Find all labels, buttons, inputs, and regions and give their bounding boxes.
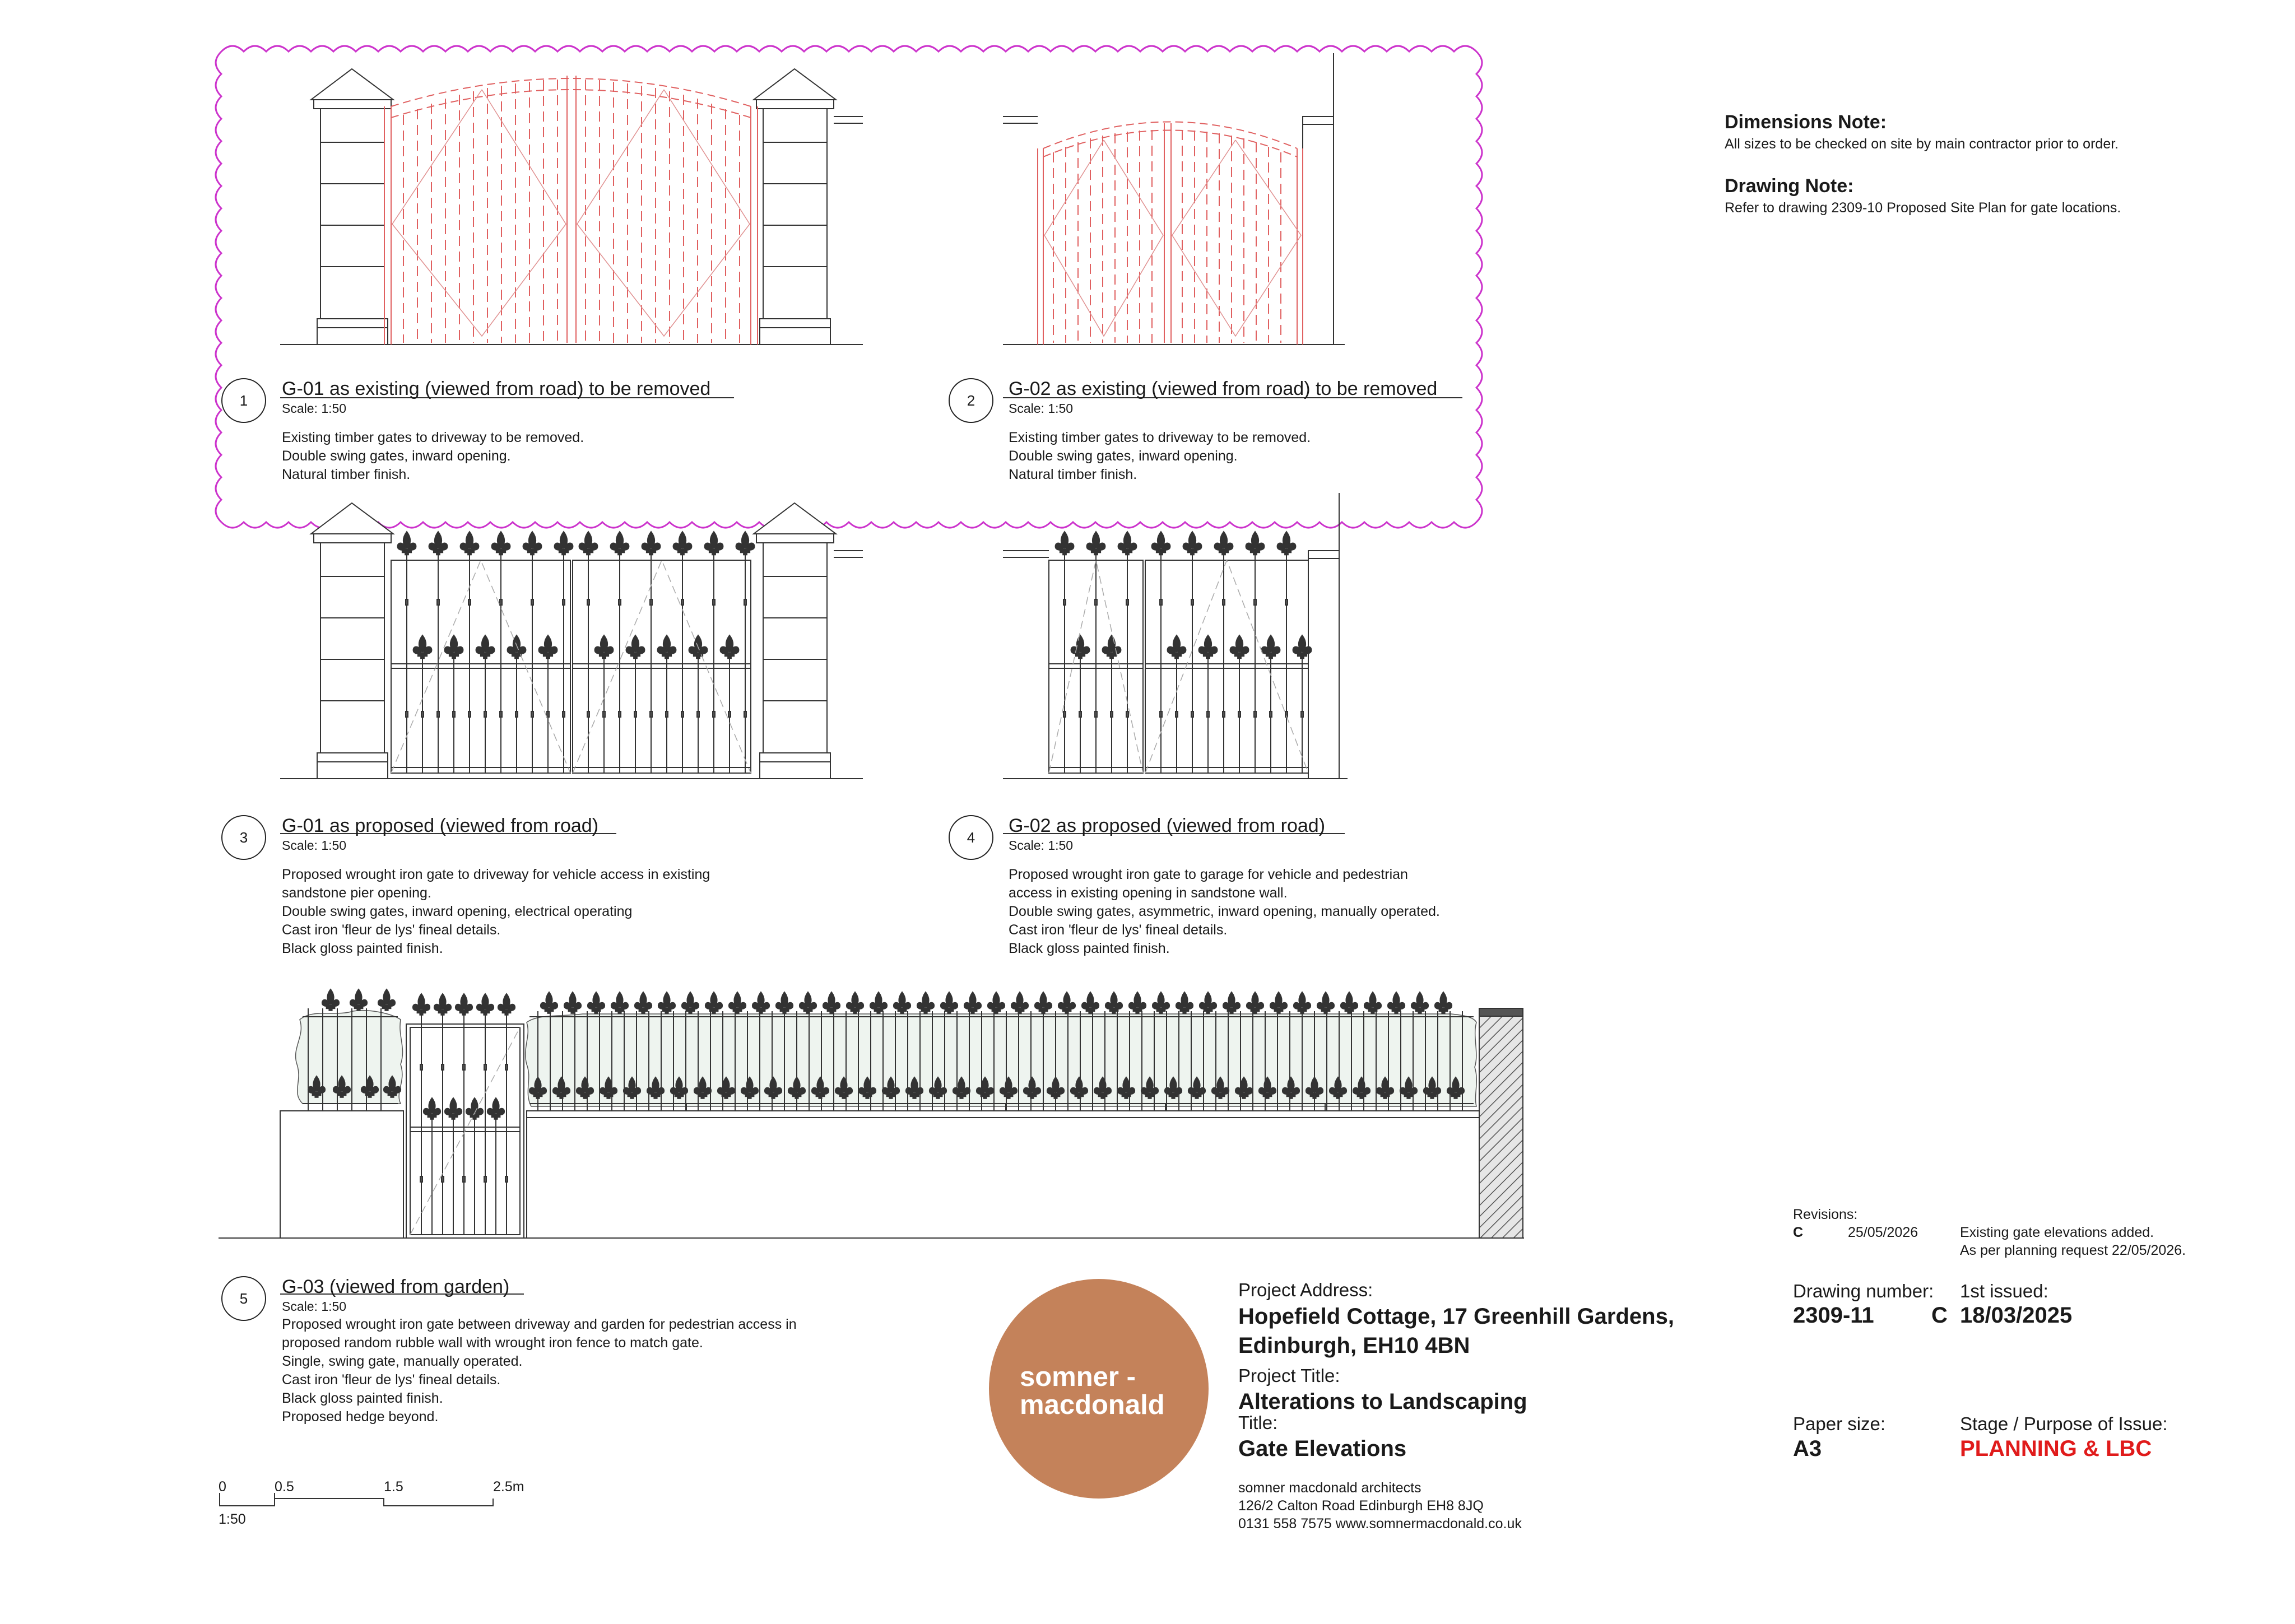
view3-iron-gates [391,532,754,773]
view-title-1: G-01 as existing (viewed from road) to be removed [282,378,711,399]
view-number-5: 5 [221,1276,266,1321]
view-title-3: G-01 as proposed (viewed from road) [282,815,599,836]
view-scale-1: Scale: 1:50 [282,401,347,416]
drawing-title-label: Title: [1238,1412,1278,1433]
logo-line1: somner - [1020,1362,1136,1392]
view-title-4: G-02 as proposed (viewed from road) [1009,815,1326,836]
view4-walls [1003,493,1348,779]
view2-walls [1003,53,1345,345]
scale-label-0: 0 [219,1479,226,1495]
view-scale-5: Scale: 1:50 [282,1299,347,1314]
view1-piers [280,69,863,345]
scale-bar-graphic [220,1493,493,1506]
project-address-label: Project Address: [1238,1279,1373,1300]
first-issued-label: 1st issued: [1960,1281,2048,1301]
revision-date: 25/05/2026 [1848,1225,1918,1240]
company-logo [989,1279,1209,1499]
view-description-5: Proposed wrought iron gate between driveway and garden for pedestrian access in proposed random rubble wall with wrought iron fence to match gate. Single, swing gate, manually operated. Cast iron 'fleur de lys' fineal details. Black gloss painted finish. Proposed hedge beyond. [282,1316,797,1425]
project-title-label: Project Title: [1238,1365,1340,1386]
view-number-2: 2 [949,378,993,423]
dimensions-note-text: All sizes to be checked on site by main contractor prior to order. [1725,136,2119,152]
view-scale-4: Scale: 1:50 [1009,838,1074,853]
firm-info: somner macdonald architects 126/2 Calton Road Edinburgh EH8 8JQ 0131 558 7575 www.somnermacdonald.co.uk [1238,1480,1522,1532]
revision-letter: C [1793,1225,1804,1240]
paper-size: A3 [1793,1436,1822,1461]
stage-label: Stage / Purpose of Issue: [1960,1413,2168,1434]
view4-iron-gates [1049,532,1311,773]
dimensions-note-title: Dimensions Note: [1725,111,1887,133]
view-scale-3: Scale: 1:50 [282,838,347,853]
view-title-5: G-03 (viewed from garden) [282,1276,510,1297]
scale-label-2-5: 2.5m [493,1479,524,1495]
view-description-1: Existing timber gates to driveway to be removed. Double swing gates, inward opening. Natural timber finish. [282,430,584,482]
view-description-2: Existing timber gates to driveway to be removed. Double swing gates, inward opening. Natural timber finish. [1009,430,1311,482]
view-number-3: 3 [221,815,266,860]
scale-label-0-5: 0.5 [275,1479,294,1495]
view-number-1: 1 [221,378,266,423]
drawing-number: 2309-11 [1793,1303,1874,1328]
project-address: Hopefield Cottage, 17 Greenhill Gardens, Edinburgh, EH10 4BN [1238,1304,1674,1358]
revision-description: Existing gate elevations added. As per planning request 22/05/2026. [1960,1225,2186,1258]
first-issued-date: 18/03/2025 [1960,1303,2073,1328]
project-title: Alterations to Landscaping [1238,1389,1527,1414]
view-title-2: G-02 as existing (viewed from road) to be removed [1009,378,1438,399]
drawing-title: Gate Elevations [1238,1436,1407,1461]
revisions-label: Revisions: [1793,1207,1858,1222]
view-scale-2: Scale: 1:50 [1009,401,1074,416]
drawing-revision: C [1931,1303,1948,1328]
view-description-4: Proposed wrought iron gate to garage for vehicle and pedestrian access in existing opening in sandstone wall. Double swing gates, asymmetric, inward opening, manually operated. Cast iron 'fleur de lys' fineal details. Black gloss painted finish. [1009,867,1440,956]
paper-size-label: Paper size: [1793,1413,1886,1434]
view1-timber-gates [384,76,758,345]
drawing-note-title: Drawing Note: [1725,175,1854,197]
drawing-note-text: Refer to drawing 2309-10 Proposed Site Plan for gate locations. [1725,200,2121,216]
view-description-3: Proposed wrought iron gate to driveway for vehicle access in existing sandstone pier opening. Double swing gates, inward opening, electrical operating Cast iron 'fleur de lys' fineal details. Black gloss painted finish. [282,867,710,956]
view2-timber-gates [1038,122,1303,345]
drawing-number-label: Drawing number: [1793,1281,1934,1301]
view-number-4: 4 [949,815,993,860]
scale-label-1-5: 1.5 [384,1479,403,1495]
stage-purpose: PLANNING & LBC [1960,1436,2152,1461]
scale-ratio: 1:50 [219,1511,246,1527]
logo-line2: macdonald [1020,1390,1165,1420]
